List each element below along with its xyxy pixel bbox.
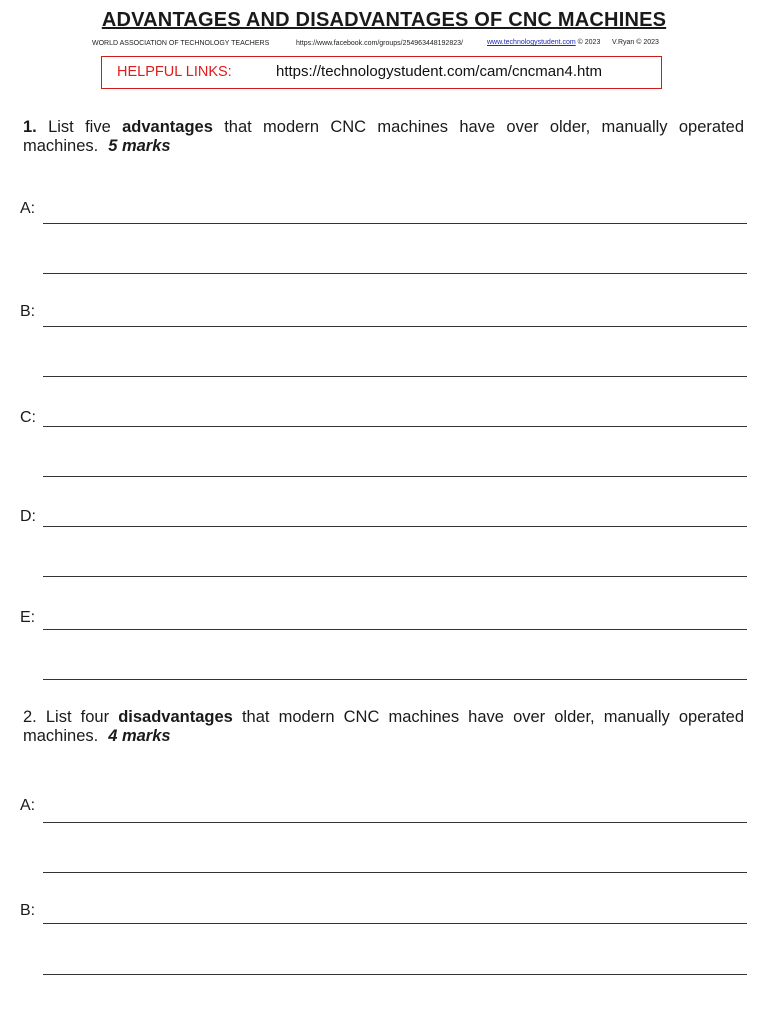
answer-line-1e-1[interactable] bbox=[43, 629, 747, 630]
answer-line-2b-2[interactable] bbox=[43, 974, 747, 975]
answer-line-1b-2[interactable] bbox=[43, 376, 747, 377]
worksheet-title: ADVANTAGES AND DISADVANTAGES OF CNC MACHINES bbox=[101, 9, 667, 31]
question-2-text-after: that modern CNC machines have over older, manually operated machines. bbox=[23, 708, 744, 745]
question-2-keyword: disadvantages bbox=[118, 708, 233, 726]
answer-label-1d: D: bbox=[20, 508, 36, 525]
site-copyright: © 2023 bbox=[577, 39, 601, 46]
question-2 bbox=[23, 708, 744, 746]
site-link[interactable]: www.technologystudent.com bbox=[487, 39, 576, 46]
question-2-number: 2. bbox=[23, 708, 37, 726]
answer-line-1e-2[interactable] bbox=[43, 679, 747, 680]
answer-label-1b: B: bbox=[20, 303, 36, 320]
helpful-link-url[interactable]: https://technologystudent.com/cam/cncman4.htm bbox=[276, 63, 602, 80]
answer-line-1d-1[interactable] bbox=[43, 526, 747, 527]
answer-line-2a-2[interactable] bbox=[43, 872, 747, 873]
question-1-number: 1. bbox=[23, 118, 37, 136]
org-name: WORLD ASSOCIATION OF TECHNOLOGY TEACHERS bbox=[92, 40, 270, 47]
answer-label-2b: B: bbox=[20, 902, 36, 919]
helpful-links-box bbox=[101, 56, 662, 89]
answer-label-2a: A: bbox=[20, 797, 36, 814]
answer-label-1e: E: bbox=[20, 609, 36, 626]
question-2-marks: 4 marks bbox=[108, 727, 171, 745]
answer-line-2a-1[interactable] bbox=[43, 822, 747, 823]
answer-line-1a-2[interactable] bbox=[43, 273, 747, 274]
answer-line-1a-1[interactable] bbox=[43, 223, 747, 224]
answer-line-1b-1[interactable] bbox=[43, 326, 747, 327]
question-1-keyword: advantages bbox=[122, 118, 213, 136]
answer-label-1c: C: bbox=[20, 409, 36, 426]
question-1-marks: 5 marks bbox=[108, 137, 171, 155]
question-1-text-after: that modern CNC machines have over older, manually operated machines. bbox=[23, 118, 744, 155]
answer-label-1a: A: bbox=[20, 200, 36, 217]
question-2-text-before: List four bbox=[45, 708, 110, 726]
facebook-url: https://www.facebook.com/groups/254963448192823/ bbox=[296, 40, 463, 47]
author-copyright: V.Ryan © 2023 bbox=[612, 39, 659, 46]
answer-line-1c-1[interactable] bbox=[43, 426, 747, 427]
helpful-links-label: HELPFUL LINKS: bbox=[117, 64, 232, 80]
answer-line-1d-2[interactable] bbox=[43, 576, 747, 577]
answer-line-1c-2[interactable] bbox=[43, 476, 747, 477]
site-credit bbox=[487, 39, 600, 46]
question-1 bbox=[23, 118, 744, 156]
question-1-text-before: List five bbox=[48, 118, 111, 136]
answer-line-2b-1[interactable] bbox=[43, 923, 747, 924]
